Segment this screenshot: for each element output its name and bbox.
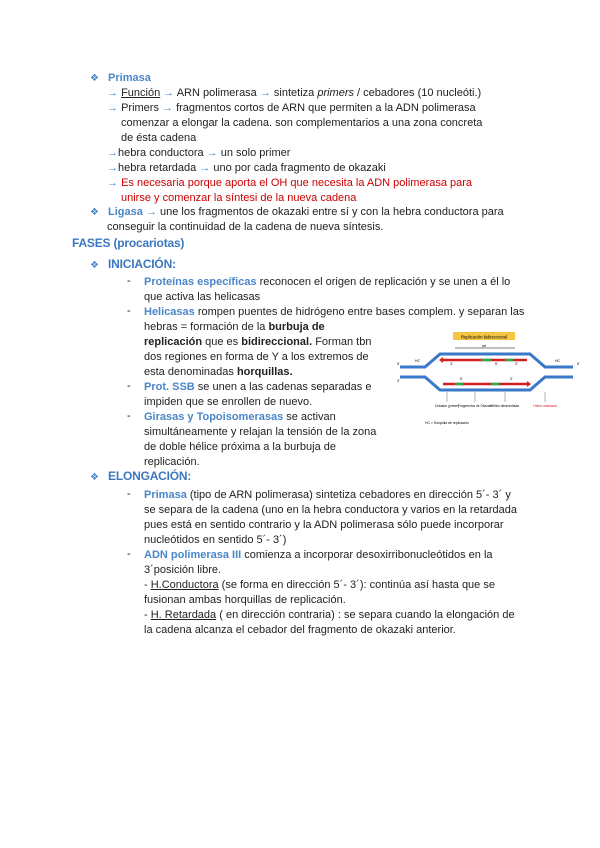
ini-item2-l1 [144,305,524,319]
ini-item2-l5 [144,365,293,379]
dash-bullet: - [127,275,131,287]
arrow-icon: → [160,87,175,99]
funcion-label: Función [121,87,161,99]
replication-fork-svg [395,330,585,430]
text: hebra retardada [118,162,197,174]
primasa-line-8: unirse y comenzar la síntesi de la nueva cadena [121,192,357,204]
primer-mark [481,359,491,361]
text: Girasas y Topoisomerasas [144,411,284,423]
primasa-line-1 [107,86,481,100]
arrow-icon: → [107,87,118,99]
arrow-icon: → [158,102,174,114]
text: H. Retardada [150,609,217,621]
strand-end-label: 3' [397,379,400,383]
dash-bullet: - [127,548,131,560]
elo-item2-l1 [144,548,493,562]
legend-label: Hebra retardada [533,404,557,408]
elongacion-heading [90,469,191,485]
dash-bullet: - [127,380,131,392]
iniciacion-title: INICIACIÓN: [108,257,176,271]
primasa-line-2 [107,101,476,115]
text: ARN polimerasa [174,87,260,99]
ini-item4-l2: simultáneamente y relajan la tensión de la zona [144,426,377,438]
dash-bullet: - [127,305,131,317]
ori-label: ori [481,343,487,348]
strand-end-label: 5' [577,362,580,366]
elo-item2-l6: la cadena alcanza el cebador del fragmento de okazaki anterior. [144,624,456,636]
elo-item1-l1 [144,488,511,502]
elo-item1-l4: nucleótidos en sentido 5´- 3´) [144,534,287,546]
text: une los fragmentos de okazaki entre sí y con la hebra conductora para [156,206,504,218]
text: replicación [144,336,203,348]
text: que es [202,336,242,348]
elo-item2-l3 [144,578,495,592]
arrowhead [527,381,531,387]
text: uno por cada fragmento de okazaki [210,162,386,174]
dash-bullet: - [127,488,131,500]
primasa-line-3: comenzar a elongar la cadena. son complementarios a una zona concreta [121,117,483,129]
replication-diagram [395,330,585,430]
ini-item3-l2: impiden que se enrollen de nuevo. [144,396,313,408]
arrow-icon: → [203,147,218,159]
strand-end-label: 5' [495,362,498,366]
ligasa-title: Ligasa [108,206,143,218]
arrowhead [439,357,443,363]
text: reconocen el origen de replicación y se unen a él lo [256,276,511,288]
primer-mark [455,383,463,385]
legend-label: Hélice desenrollada [491,404,519,408]
ini-item2-l4: dos regiones en forma de Y a los extremos de [144,351,369,363]
text: hebras = formación de la [144,321,269,333]
iniciacion-heading [90,257,176,273]
text: (tipo de ARN polimerasa) sintetiza cebadores en dirección 5´- 3´ y [186,489,511,501]
text: H.Conductora [150,579,219,591]
diamond-bullet-icon: ❖ [90,207,99,218]
text: esta denominadas [144,366,237,378]
arrow-icon: → [196,162,211,174]
text: / cebadores (10 nucleóti.) [354,87,482,99]
diagram-caption: HC = Horquilla de replicación [425,421,470,425]
legend-label: Fragmentos de Okazaki [458,404,492,408]
fork-label: HC [415,359,421,363]
strand-end-label: 3' [510,377,513,381]
ini-item3-l1 [144,380,371,394]
diamond-bullet-icon: ❖ [90,73,99,84]
text: se activan [283,411,336,423]
strand-end-label: 5' [397,362,400,366]
primasa-line-5 [107,146,290,160]
diamond-bullet-icon: ❖ [90,472,99,483]
elo-item2-l5 [144,608,515,622]
primasa-line-7 [107,176,472,190]
arrow-icon: → [107,147,118,159]
elo-item2-l4: fusionan ambas horquillas de replicación. [144,594,346,606]
primasa-line-4: de ésta cadena [121,132,197,144]
ini-item1-l2: que activa las helicasas [144,291,261,303]
elo-item1-l2: se separa de la cadena (uno en la hebra conductora y varios en la retardada [144,504,518,516]
ini-item2-l2 [144,320,325,334]
text: - [144,579,151,591]
fork-label: HC [555,359,561,363]
arrow-icon: → [107,177,118,189]
ini-item4-l1 [144,410,336,424]
text: Es necesaria porque aporta el OH que necesita la ADN polimerasa para [121,177,473,189]
arrow-icon: → [259,87,271,99]
text: bidireccional. [241,336,313,348]
diamond-bullet-icon: ❖ [90,260,99,271]
text: horquillas. [236,366,293,378]
text: un solo primer [217,147,291,159]
elongacion-title: ELONGACIÓN: [108,469,192,483]
ini-item2-l3 [144,335,371,349]
arrow-icon: → [142,206,157,218]
text: comienza a incorporar desoxirribonucleótidos en la [241,549,493,561]
arrow-icon: → [107,102,118,114]
text: sintetiza [270,87,318,99]
elo-item2-l2: 3´posición libre. [144,564,222,576]
strand-end-label: 5' [460,377,463,381]
text: fragmentos cortos de ARN que permiten a la ADN polimerasa [173,102,476,114]
ini-item1-l1 [144,275,510,289]
primasa-title: Primasa [108,72,151,84]
primer-mark [505,359,513,361]
ligasa-line-1 [90,205,504,220]
text: Helicasas [144,306,195,318]
text: hebra conductora [118,147,204,159]
ini-item4-l4: replicación. [144,456,200,468]
ini-item4-l3: de doble hélice próxima a la burbuja de [144,441,337,453]
text: burbuja de [268,321,325,333]
strand-end-label: 3' [450,362,453,366]
dash-bullet: - [127,410,131,422]
text: rompen puentes de hidrógeno entre bases complem. y separan las [194,306,525,318]
text: Primers [121,102,159,114]
elo-item1-l3: pues está en sentido contrario y la ADN polimerasa sólo puede incorporar [144,519,504,531]
arrow-icon: → [107,162,118,174]
text: ( en dirección contraria) : se separa cuando la elongación de [216,609,515,621]
text: primers [317,87,354,99]
fases-title: FASES (procariotas) [72,236,185,250]
text: Prot. SSB [144,381,195,393]
text: Forman tbn [312,336,372,348]
strand-end-label: 3' [515,362,518,366]
diagram-title: Replicación bidireccional [460,334,508,340]
primasa-heading [90,71,151,86]
primasa-line-6 [107,161,386,175]
ligasa-line-2: conseguir la continuidad de la cadena de nueva síntesis. [107,221,384,233]
text: ADN polimerasa III [144,549,242,561]
primer-mark [491,383,499,385]
text: se unen a las cadenas separadas e [194,381,372,393]
text: (se forma en dirección 5´- 3´): continúa así hasta que se [218,579,495,591]
text: - [144,609,151,621]
text: Proteínas específicas [144,276,257,288]
text: Primasa [144,489,187,501]
legend-label: Cebador (primer) [434,404,460,408]
